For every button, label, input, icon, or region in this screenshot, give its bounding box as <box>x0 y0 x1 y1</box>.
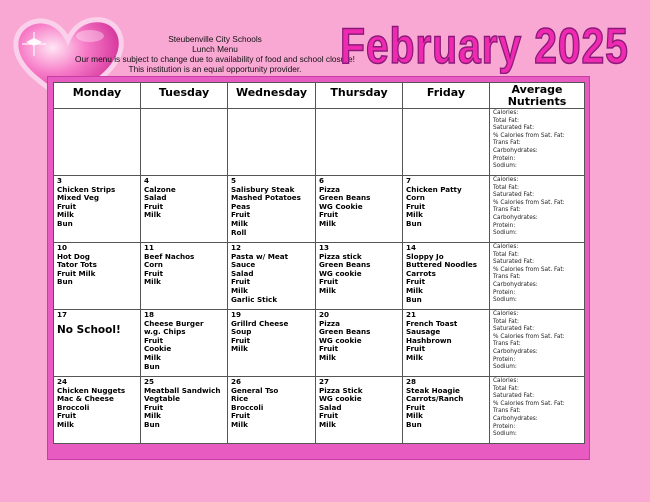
day-date: 25 <box>144 377 155 386</box>
menu-item: Carrots <box>406 268 436 278</box>
nutrient-label: Saturated Fat: <box>493 125 535 132</box>
nutrients-cell <box>490 176 585 243</box>
day-date: 6 <box>319 176 325 185</box>
menu-item: Meatball Sandwich <box>144 385 221 395</box>
day-date: 19 <box>231 310 242 319</box>
menu-item: Fruit <box>144 201 164 211</box>
nutrient-label: Saturated Fat: <box>493 192 535 199</box>
menu-item: Broccoli <box>57 402 90 412</box>
nutrient-label: % Calories from Sat. Fat: <box>493 199 565 206</box>
menu-item: Milk <box>319 285 336 295</box>
menu-item: WG Cookie <box>319 201 363 211</box>
col-header-friday: Friday <box>403 83 490 109</box>
menu-item: Pizza stick <box>319 251 362 261</box>
menu-item: Milk <box>144 411 161 421</box>
menu-item: Hot Dog <box>57 251 90 261</box>
menu-item: Corn <box>144 260 163 270</box>
menu-item: Fruit <box>231 210 251 220</box>
day-cell <box>403 109 490 176</box>
day-cell <box>403 377 490 444</box>
nutrient-label: Trans Fat: <box>493 207 521 214</box>
menu-item: Fruit <box>144 268 164 278</box>
menu-item: Milk <box>406 210 423 220</box>
menu-item: Chicken Nuggets <box>57 385 126 395</box>
menu-item: Fruit Milk <box>57 268 96 278</box>
menu-item: Mashed Potatoes <box>231 193 301 203</box>
nutrient-label: Carbohydrates: <box>493 281 538 288</box>
day-cell <box>228 310 316 377</box>
menu-item: Cookie <box>144 344 172 354</box>
day-cell <box>316 176 403 243</box>
menu-item: Carrots/Ranch <box>406 394 464 404</box>
day-date: 5 <box>231 176 237 185</box>
nutrients-cell <box>490 109 585 176</box>
no-school-notice: No School! <box>57 323 121 336</box>
day-date: 3 <box>57 176 63 185</box>
menu-item: Beef Nachos <box>144 251 195 261</box>
menu-item: Fruit <box>406 201 426 211</box>
menu-item: Fruit <box>319 411 339 421</box>
nutrient-label: Trans Fat: <box>493 140 521 147</box>
col-header-monday: Monday <box>54 83 141 109</box>
col-header-thursday: Thursday <box>316 83 403 109</box>
menu-item: Salad <box>231 268 254 278</box>
nutrient-label: Calories: <box>493 110 519 116</box>
menu-item: Bun <box>406 218 422 228</box>
day-date: 27 <box>319 377 330 386</box>
nutrient-label: Total Fat: <box>493 318 519 325</box>
page-title: February 2025 <box>340 18 629 74</box>
day-cell <box>141 243 228 310</box>
menu-item: Pizza Stick <box>319 385 363 395</box>
nutrient-label: Calories: <box>493 244 519 250</box>
header-text <box>70 34 360 74</box>
day-date: 20 <box>319 310 330 319</box>
menu-item: Cheese Burger <box>144 318 204 328</box>
menu-item: Fruit <box>406 344 426 354</box>
menu-item: Fruit <box>231 277 251 287</box>
nutrient-label: Sodium: <box>493 297 517 304</box>
day-date: 13 <box>319 243 330 252</box>
day-cell <box>228 377 316 444</box>
menu-item: Mixed Veg <box>57 193 99 203</box>
day-date: 14 <box>406 243 417 252</box>
menu-item: Broccoli <box>231 402 264 412</box>
day-cell <box>316 109 403 176</box>
nutrient-label: Total Fat: <box>493 251 519 258</box>
menu-item: Bun <box>144 361 160 371</box>
nutrient-label: Sodium: <box>493 431 517 438</box>
day-cell <box>54 310 141 377</box>
menu-item: Fruit <box>231 335 251 345</box>
menu-item: Fruit <box>57 201 77 211</box>
week-row <box>54 377 585 444</box>
day-cell <box>403 176 490 243</box>
nutrient-label: Total Fat: <box>493 184 519 191</box>
nutrient-label: Carbohydrates: <box>493 214 538 221</box>
nutrient-label: Carbohydrates: <box>493 348 538 355</box>
nutrient-label: Total Fat: <box>493 385 519 392</box>
menu-item: Milk <box>319 419 336 429</box>
nutrient-label: % Calories from Sat. Fat: <box>493 266 565 273</box>
menu-item: Grillrd Cheese <box>231 318 289 328</box>
menu-item: Milk <box>406 285 423 295</box>
menu-calendar <box>53 82 585 444</box>
menu-item: WG cookie <box>319 268 362 278</box>
menu-item: French Toast <box>406 318 458 328</box>
equal-opportunity: This institution is an equal opportunity provider. <box>128 64 302 74</box>
menu-item: Fruit <box>319 344 339 354</box>
day-date: 12 <box>231 243 242 252</box>
day-date: 28 <box>406 377 417 386</box>
menu-item: Pasta w/ Meat <box>231 251 289 261</box>
menu-item: Fruit <box>319 277 339 287</box>
menu-item: Milk <box>231 344 248 354</box>
nutrient-label: % Calories from Sat. Fat: <box>493 400 565 407</box>
day-cell <box>54 243 141 310</box>
nutrient-label: Calories: <box>493 177 519 183</box>
menu-notice: Our menu is subject to change due to availability of food and school closure! <box>75 54 355 64</box>
menu-item: Salad <box>144 193 167 203</box>
menu-item: Fruit <box>144 335 164 345</box>
nutrient-label: Carbohydrates: <box>493 147 538 154</box>
menu-item: Soup <box>231 327 252 337</box>
menu-item: Green Beans <box>319 260 371 270</box>
menu-item: Milk <box>319 218 336 228</box>
day-date: 24 <box>57 377 68 386</box>
day-cell <box>228 176 316 243</box>
menu-item: WG cookie <box>319 335 362 345</box>
col-header-tuesday: Tuesday <box>141 83 228 109</box>
day-date: 7 <box>406 176 412 185</box>
day-date: 21 <box>406 310 417 319</box>
day-cell <box>228 243 316 310</box>
menu-item: Sausage <box>406 327 441 337</box>
menu-item: Fruit <box>231 411 251 421</box>
nutrient-label: Trans Fat: <box>493 408 521 415</box>
menu-item: Sloppy Jo <box>406 251 444 261</box>
col-header-nutrients: Average Nutrients <box>490 83 585 109</box>
week-row <box>54 310 585 377</box>
week-row <box>54 176 585 243</box>
day-cell <box>141 377 228 444</box>
school-name: Steubenville City Schools <box>168 34 262 44</box>
day-date: 11 <box>144 243 155 252</box>
day-date: 17 <box>57 310 68 319</box>
menu-item: Fruit <box>144 402 164 412</box>
menu-item: Milk <box>231 218 248 228</box>
day-cell <box>403 243 490 310</box>
nutrient-label: Protein: <box>493 289 516 296</box>
nutrient-label: Sodium: <box>493 163 517 170</box>
menu-item: w.g. Chips <box>144 327 186 337</box>
nutrient-label: Protein: <box>493 356 516 363</box>
menu-item: Steak Hoagie <box>406 385 460 395</box>
nutrient-label: % Calories from Sat. Fat: <box>493 132 565 139</box>
menu-item: Salisbury Steak <box>231 184 295 194</box>
menu-item: Milk <box>406 411 423 421</box>
day-cell <box>316 377 403 444</box>
day-cell <box>403 310 490 377</box>
nutrient-label: Saturated Fat: <box>493 326 535 333</box>
menu-item: Milk <box>144 277 161 287</box>
week-row <box>54 243 585 310</box>
day-cell <box>141 109 228 176</box>
menu-item: Hashbrown <box>406 335 452 345</box>
day-date: 18 <box>144 310 155 319</box>
menu-item: Milk <box>57 419 74 429</box>
menu-item: Bun <box>406 419 422 429</box>
menu-item: Fruit <box>57 411 77 421</box>
menu-item: Fruit <box>406 277 426 287</box>
menu-item: Sauce <box>231 260 256 270</box>
menu-item: Chicken Patty <box>406 184 462 194</box>
menu-item: Milk <box>231 419 248 429</box>
menu-item: Roll <box>231 227 247 237</box>
col-header-wednesday: Wednesday <box>228 83 316 109</box>
nutrient-label: Sodium: <box>493 364 517 371</box>
menu-item: Rice <box>231 394 249 404</box>
day-cell <box>316 243 403 310</box>
day-cell <box>316 310 403 377</box>
menu-item: Mac & Cheese <box>57 394 114 404</box>
menu-item: WG cookie <box>319 394 362 404</box>
menu-item: Green Beans <box>319 327 371 337</box>
nutrient-label: Calories: <box>493 378 519 384</box>
nutrients-cell <box>490 243 585 310</box>
menu-item: Bun <box>57 218 73 228</box>
day-cell <box>54 109 141 176</box>
menu-item: Buttered Noodles <box>406 260 478 270</box>
menu-item: Vegtable <box>144 394 180 404</box>
day-cell <box>54 377 141 444</box>
nutrient-label: Saturated Fat: <box>493 259 535 266</box>
menu-item: Bun <box>406 294 422 304</box>
menu-item: Calzone <box>144 184 176 194</box>
menu-item: Garlic Stick <box>231 294 278 304</box>
menu-item: Milk <box>144 210 161 220</box>
day-date: 26 <box>231 377 242 386</box>
week-row <box>54 109 585 176</box>
day-date: 10 <box>57 243 68 252</box>
nutrient-label: Protein: <box>493 423 516 430</box>
nutrient-label: Sodium: <box>493 230 517 237</box>
day-cell <box>54 176 141 243</box>
menu-item: Tator Tots <box>57 260 97 270</box>
nutrient-label: Protein: <box>493 155 516 162</box>
menu-item: Peas <box>231 201 251 211</box>
nutrient-label: Saturated Fat: <box>493 393 535 400</box>
menu-item: Pizza <box>319 318 340 328</box>
nutrients-cell <box>490 377 585 444</box>
menu-item: Salad <box>319 402 342 412</box>
nutrient-label: Trans Fat: <box>493 341 521 348</box>
menu-item: Chicken Strips <box>57 184 116 194</box>
nutrient-label: Total Fat: <box>493 117 519 124</box>
menu-item: Bun <box>144 419 160 429</box>
menu-item: General Tso <box>231 385 279 395</box>
menu-item: Milk <box>57 210 74 220</box>
day-cell <box>141 176 228 243</box>
menu-item: Bun <box>57 277 73 287</box>
nutrient-label: Carbohydrates: <box>493 415 538 422</box>
menu-item: Pizza <box>319 184 340 194</box>
day-cell <box>228 109 316 176</box>
nutrient-label: Protein: <box>493 222 516 229</box>
menu-title: Lunch Menu <box>192 44 238 54</box>
nutrient-label: % Calories from Sat. Fat: <box>493 333 565 340</box>
menu-item: Corn <box>406 193 425 203</box>
menu-item: Milk <box>319 352 336 362</box>
menu-item: Fruit <box>319 210 339 220</box>
menu-item: Green Beans <box>319 193 371 203</box>
day-cell <box>141 310 228 377</box>
nutrient-label: Trans Fat: <box>493 274 521 281</box>
menu-item: Milk <box>231 285 248 295</box>
nutrient-label: Calories: <box>493 311 519 317</box>
day-date: 4 <box>144 176 150 185</box>
nutrients-cell <box>490 310 585 377</box>
menu-item: Milk <box>406 352 423 362</box>
menu-item: Fruit <box>406 402 426 412</box>
menu-item: Milk <box>144 352 161 362</box>
